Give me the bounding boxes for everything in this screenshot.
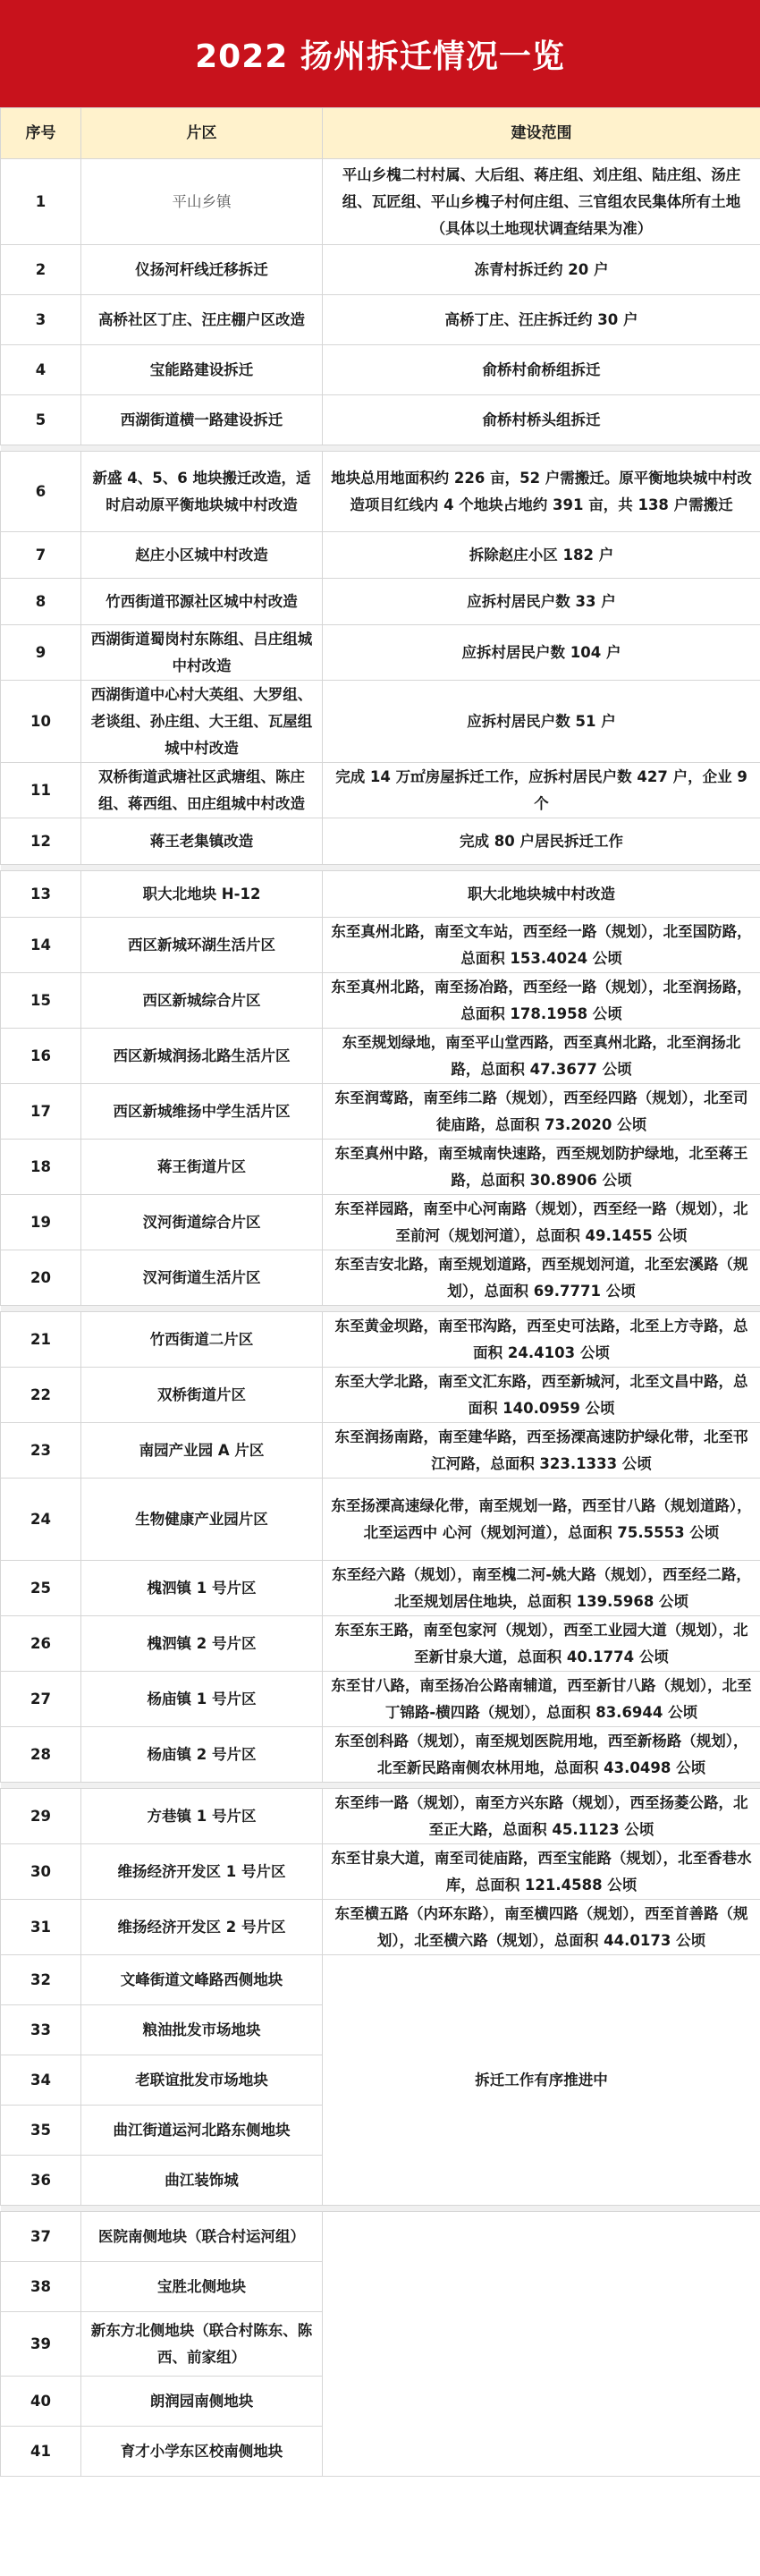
row-no: 13 bbox=[1, 871, 81, 918]
row-area: 西湖街道中心村大英组、大罗组、老谈组、孙庄组、大王组、瓦屋组城中村改造 bbox=[81, 681, 323, 763]
row-separator bbox=[1, 2206, 760, 2212]
table-row bbox=[1, 1250, 760, 1306]
row-separator bbox=[1, 1306, 760, 1312]
row-area: 维扬经济开发区 2 号片区 bbox=[81, 1900, 323, 1955]
row-no: 6 bbox=[1, 452, 81, 532]
row-area: 西湖街道横一路建设拆迁 bbox=[81, 395, 323, 445]
row-area: 西区新城润扬北路生活片区 bbox=[81, 1029, 323, 1084]
row-area: 蒋王街道片区 bbox=[81, 1140, 323, 1195]
row-area: 新盛 4、5、6 地块搬迁改造，适时启动原平衡地块城中村改造 bbox=[81, 452, 323, 532]
row-area: 槐泗镇 1 号片区 bbox=[81, 1561, 323, 1616]
row-area: 老联谊批发市场地块 bbox=[81, 2055, 323, 2106]
table-row bbox=[1, 1312, 760, 1368]
row-scope: 东至甘泉大道，南至司徒庙路，西至宝能路（规划），北至香巷水库，总面积 121.4588 公顷 bbox=[323, 1844, 760, 1900]
row-no: 12 bbox=[1, 818, 81, 865]
table-row bbox=[1, 295, 760, 345]
row-no: 39 bbox=[1, 2312, 81, 2377]
row-area: 杨庙镇 2 号片区 bbox=[81, 1727, 323, 1783]
table-row bbox=[1, 1029, 760, 1084]
table-row bbox=[1, 871, 760, 918]
row-scope: 东至真州北路，南至扬冶路，西至经一路（规划），北至润扬路，总面积 178.1958 公顷 bbox=[323, 973, 760, 1029]
row-no: 5 bbox=[1, 395, 81, 445]
row-scope: 东至创科路（规划），南至规划医院用地，西至新杨路（规划），北至新民路南侧农林用地，总面积 43.0498 公顷 bbox=[323, 1727, 760, 1783]
row-scope: 东至甘八路，南至扬冶公路南辅道，西至新甘八路（规划），北至丁锦路-横四路（规划），总面积 83.6944 公顷 bbox=[323, 1672, 760, 1727]
row-separator bbox=[1, 445, 760, 452]
row-no: 19 bbox=[1, 1195, 81, 1250]
table-row bbox=[1, 1727, 760, 1783]
row-area: 生物健康产业园片区 bbox=[81, 1479, 323, 1561]
row-area: 维扬经济开发区 1 号片区 bbox=[81, 1844, 323, 1900]
row-area: 蒋王老集镇改造 bbox=[81, 818, 323, 865]
table-row bbox=[1, 1672, 760, 1727]
row-no: 25 bbox=[1, 1561, 81, 1616]
row-no: 30 bbox=[1, 1844, 81, 1900]
row-scope: 完成 14 万㎡房屋拆迁工作，应拆村居民户数 427 户，企业 9 个 bbox=[323, 763, 760, 818]
row-scope: 应拆村居民户数 33 户 bbox=[323, 579, 760, 625]
row-scope: 东至润扬南路，南至建华路，西至扬溧高速防护绿化带，北至邗江河路，总面积 323.1333 公顷 bbox=[323, 1423, 760, 1479]
row-scope: 东至润莺路，南至纬二路（规划），西至经四路（规划），北至司徒庙路，总面积 73.2020 公顷 bbox=[323, 1084, 760, 1140]
row-area: 西区新城综合片区 bbox=[81, 973, 323, 1029]
table-row bbox=[1, 1789, 760, 1844]
table-row bbox=[1, 1616, 760, 1672]
row-no: 33 bbox=[1, 2005, 81, 2055]
row-separator bbox=[1, 865, 760, 871]
row-area: 槐泗镇 2 号片区 bbox=[81, 1616, 323, 1672]
row-area: 汊河街道综合片区 bbox=[81, 1195, 323, 1250]
row-no: 2 bbox=[1, 245, 81, 295]
row-scope: 东至经六路（规划），南至槐二河-姚大路（规划），西至经二路，北至规划居住地块，总面积 139.5968 公顷 bbox=[323, 1561, 760, 1616]
row-area: 双桥街道武塘社区武塘组、陈庄组、蒋西组、田庄组城中村改造 bbox=[81, 763, 323, 818]
row-scope: 东至大学北路，南至文汇东路，西至新城河，北至文昌中路，总面积 140.0959 公顷 bbox=[323, 1368, 760, 1423]
row-no: 31 bbox=[1, 1900, 81, 1955]
table-row bbox=[1, 1140, 760, 1195]
row-area: 汊河街道生活片区 bbox=[81, 1250, 323, 1306]
table-row bbox=[1, 973, 760, 1029]
row-area: 方巷镇 1 号片区 bbox=[81, 1789, 323, 1844]
table-row bbox=[1, 1561, 760, 1616]
row-scope-empty bbox=[323, 2212, 760, 2477]
row-scope: 东至祥园路，南至中心河南路（规划），西至经一路（规划），北至前河（规划河道），总面积 49.1455 公顷 bbox=[323, 1195, 760, 1250]
row-area: 竹西街道二片区 bbox=[81, 1312, 323, 1368]
row-no: 23 bbox=[1, 1423, 81, 1479]
row-no: 26 bbox=[1, 1616, 81, 1672]
row-area: 曲江街道运河北路东侧地块 bbox=[81, 2106, 323, 2156]
row-area: 育才小学东区校南侧地块 bbox=[81, 2427, 323, 2477]
row-scope: 冻青村拆迁约 20 户 bbox=[323, 245, 760, 295]
row-scope: 东至东王路，南至包家河（规划），西至工业园大道（规划），北至新甘泉大道，总面积 40.1774 公顷 bbox=[323, 1616, 760, 1672]
table-row bbox=[1, 818, 760, 865]
row-scope: 东至黄金坝路，南至邗沟路，西至史可法路，北至上方寺路，总面积 24.4103 公顷 bbox=[323, 1312, 760, 1368]
row-scope: 应拆村居民户数 104 户 bbox=[323, 625, 760, 681]
row-no: 40 bbox=[1, 2377, 81, 2427]
row-no: 36 bbox=[1, 2156, 81, 2206]
row-scope: 地块总用地面积约 226 亩，52 户需搬迁。原平衡地块城中村改造项目红线内 4 个地块占地约 391 亩，共 138 户需搬迁 bbox=[323, 452, 760, 532]
table-row bbox=[1, 1368, 760, 1423]
row-scope: 应拆村居民户数 51 户 bbox=[323, 681, 760, 763]
table-row bbox=[1, 1084, 760, 1140]
row-no: 9 bbox=[1, 625, 81, 681]
row-area: 平山乡镇 bbox=[81, 159, 323, 245]
table-row bbox=[1, 2212, 760, 2262]
row-scope: 东至规划绿地，南至平山堂西路，西至真州北路，北至润扬北路，总面积 47.3677 公顷 bbox=[323, 1029, 760, 1084]
row-scope-merged: 拆迁工作有序推进中 bbox=[323, 1955, 760, 2206]
row-area: 职大北地块 H-12 bbox=[81, 871, 323, 918]
row-scope: 东至纬一路（规划），南至方兴东路（规划），西至扬菱公路，北至正大路，总面积 45.1123 公顷 bbox=[323, 1789, 760, 1844]
row-scope: 东至真州中路，南至城南快速路，西至规划防护绿地，北至蒋王路，总面积 30.8906 公顷 bbox=[323, 1140, 760, 1195]
table-row bbox=[1, 452, 760, 532]
row-area: 粮油批发市场地块 bbox=[81, 2005, 323, 2055]
row-scope: 平山乡槐二村村属、大后组、蒋庄组、刘庄组、陆庄组、汤庄组、瓦匠组、平山乡槐子村何庄组、三官组农民集体所有土地（具体以土地现状调查结果为准） bbox=[323, 159, 760, 245]
page-title: 2022 扬州拆迁情况一览 bbox=[0, 0, 760, 107]
row-area: 杨庙镇 1 号片区 bbox=[81, 1672, 323, 1727]
table-row bbox=[1, 395, 760, 445]
table-row bbox=[1, 1195, 760, 1250]
table-row bbox=[1, 1844, 760, 1900]
table-row bbox=[1, 625, 760, 681]
row-no: 15 bbox=[1, 973, 81, 1029]
row-scope: 俞桥村桥头组拆迁 bbox=[323, 395, 760, 445]
row-no: 10 bbox=[1, 681, 81, 763]
table-row bbox=[1, 345, 760, 395]
row-no: 24 bbox=[1, 1479, 81, 1561]
row-no: 17 bbox=[1, 1084, 81, 1140]
table-row bbox=[1, 1479, 760, 1561]
row-area: 朗润园南侧地块 bbox=[81, 2377, 323, 2427]
row-no: 1 bbox=[1, 159, 81, 245]
header-scope: 建设范围 bbox=[323, 108, 760, 159]
table-row bbox=[1, 763, 760, 818]
row-scope: 完成 80 户居民拆迁工作 bbox=[323, 818, 760, 865]
table-header-row bbox=[1, 108, 760, 159]
row-separator bbox=[1, 1783, 760, 1789]
row-no: 38 bbox=[1, 2262, 81, 2312]
table-row bbox=[1, 532, 760, 579]
table-row bbox=[1, 681, 760, 763]
row-area: 西区新城环湖生活片区 bbox=[81, 918, 323, 973]
table-row bbox=[1, 1955, 760, 2005]
row-scope: 职大北地块城中村改造 bbox=[323, 871, 760, 918]
row-area: 南园产业园 A 片区 bbox=[81, 1423, 323, 1479]
row-area: 仪扬河杆线迁移拆迁 bbox=[81, 245, 323, 295]
table-row bbox=[1, 1900, 760, 1955]
relocation-table bbox=[0, 107, 760, 2477]
row-no: 41 bbox=[1, 2427, 81, 2477]
row-no: 27 bbox=[1, 1672, 81, 1727]
row-no: 28 bbox=[1, 1727, 81, 1783]
row-area: 西湖街道蜀岗村东陈组、吕庄组城中村改造 bbox=[81, 625, 323, 681]
row-scope: 东至真州北路，南至文车站，西至经一路（规划），北至国防路，总面积 153.4024 公顷 bbox=[323, 918, 760, 973]
row-scope: 拆除赵庄小区 182 户 bbox=[323, 532, 760, 579]
table-row bbox=[1, 1423, 760, 1479]
row-scope: 东至吉安北路，南至规划道路，西至规划河道，北至宏溪路（规划），总面积 69.7771 公顷 bbox=[323, 1250, 760, 1306]
row-no: 8 bbox=[1, 579, 81, 625]
row-no: 4 bbox=[1, 345, 81, 395]
row-scope: 东至扬溧高速绿化带，南至规划一路，西至甘八路（规划道路），北至运西中 心河（规划河道），总面积 75.5553 公顷 bbox=[323, 1479, 760, 1561]
row-area: 双桥街道片区 bbox=[81, 1368, 323, 1423]
row-area: 宝能路建设拆迁 bbox=[81, 345, 323, 395]
row-scope: 东至横五路（内环东路），南至横四路（规划），西至首善路（规划），北至横六路（规划），总面积 44.0173 公顷 bbox=[323, 1900, 760, 1955]
row-area: 曲江装饰城 bbox=[81, 2156, 323, 2206]
row-no: 29 bbox=[1, 1789, 81, 1844]
row-no: 32 bbox=[1, 1955, 81, 2005]
row-area: 西区新城维扬中学生活片区 bbox=[81, 1084, 323, 1140]
table-row bbox=[1, 159, 760, 245]
row-no: 20 bbox=[1, 1250, 81, 1306]
table-row bbox=[1, 245, 760, 295]
row-area: 赵庄小区城中村改造 bbox=[81, 532, 323, 579]
row-area: 竹西街道邗源社区城中村改造 bbox=[81, 579, 323, 625]
row-no: 21 bbox=[1, 1312, 81, 1368]
row-scope: 高桥丁庄、汪庄拆迁约 30 户 bbox=[323, 295, 760, 345]
row-no: 16 bbox=[1, 1029, 81, 1084]
row-no: 14 bbox=[1, 918, 81, 973]
row-scope: 俞桥村俞桥组拆迁 bbox=[323, 345, 760, 395]
row-area: 新东方北侧地块（联合村陈东、陈西、前家组） bbox=[81, 2312, 323, 2377]
table-row bbox=[1, 918, 760, 973]
header-no: 序号 bbox=[1, 108, 81, 159]
row-area: 高桥社区丁庄、汪庄棚户区改造 bbox=[81, 295, 323, 345]
header-area: 片区 bbox=[81, 108, 323, 159]
row-no: 22 bbox=[1, 1368, 81, 1423]
row-area: 宝胜北侧地块 bbox=[81, 2262, 323, 2312]
row-no: 7 bbox=[1, 532, 81, 579]
row-area: 文峰街道文峰路西侧地块 bbox=[81, 1955, 323, 2005]
row-no: 11 bbox=[1, 763, 81, 818]
row-area: 医院南侧地块（联合村运河组） bbox=[81, 2212, 323, 2262]
row-no: 18 bbox=[1, 1140, 81, 1195]
table-row bbox=[1, 579, 760, 625]
row-no: 34 bbox=[1, 2055, 81, 2106]
row-no: 35 bbox=[1, 2106, 81, 2156]
row-no: 3 bbox=[1, 295, 81, 345]
row-no: 37 bbox=[1, 2212, 81, 2262]
